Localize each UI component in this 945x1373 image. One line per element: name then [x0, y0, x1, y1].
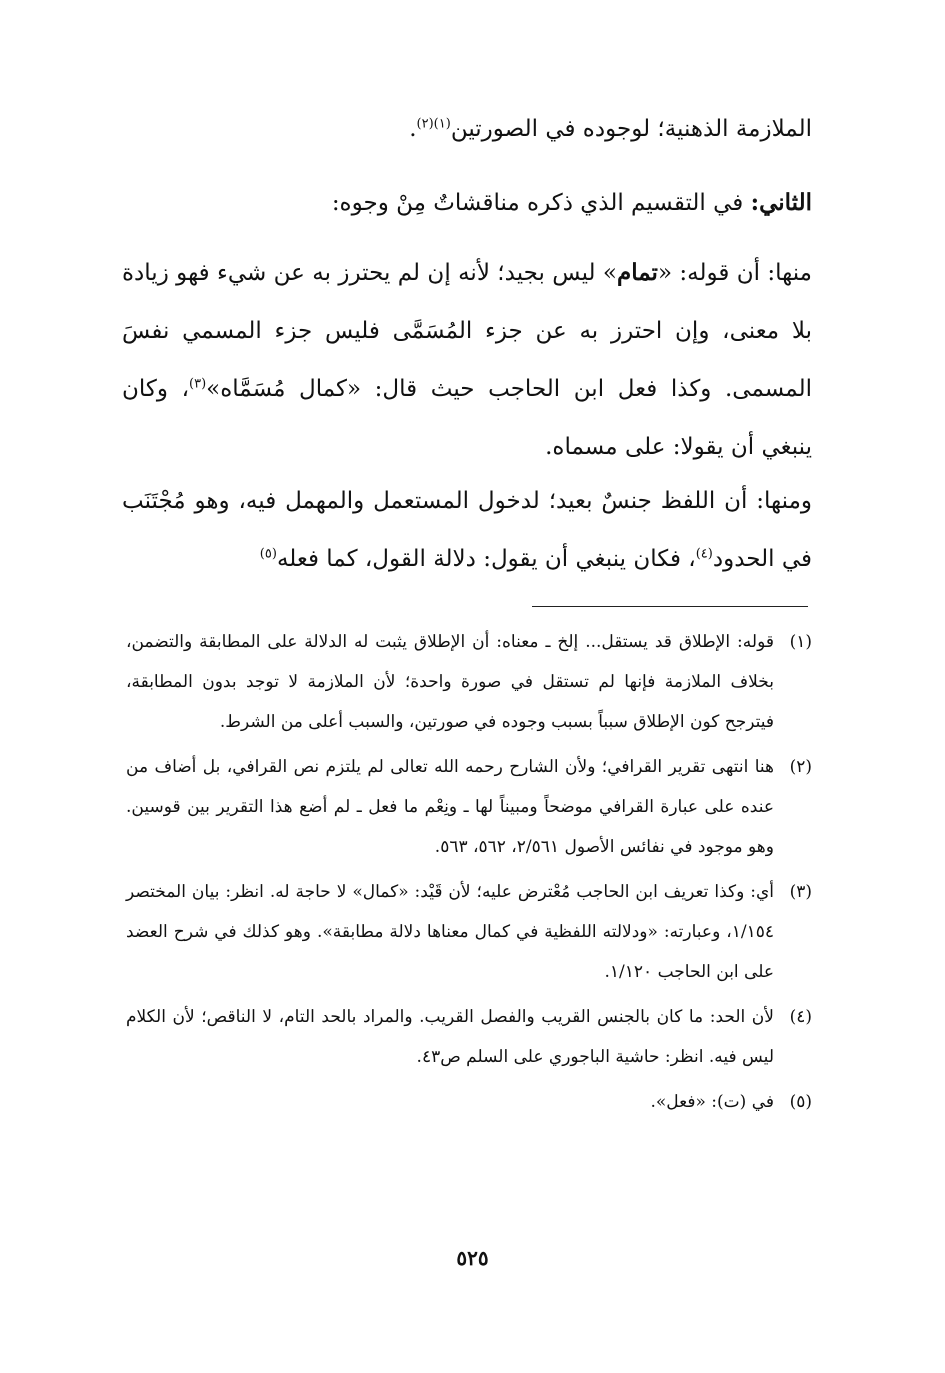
key-term: تمام: [616, 259, 658, 286]
footnote-2: [126, 747, 812, 867]
main-text-block-1: [122, 100, 812, 158]
paragraph-objection-2: [122, 472, 812, 588]
footnote-number: (٣): [789, 882, 812, 902]
paragraph-text: منها: أن قوله: «: [657, 260, 812, 286]
main-text-block-3: [122, 244, 812, 476]
footnote-ref: (١)(٢): [416, 116, 451, 132]
paragraph-end: .: [409, 116, 417, 142]
footnote-separator: [532, 606, 808, 607]
paragraph-text: » ليس بجيد؛ لأنه إن لم يحترز به عن شيء فهو زيادة بلا معنى، وإن احترز به عن جزء المُسَمَّى فليس جزء المسمي نفسَ المسمى. وكذا فعل ابن الحاجب حيث قال: «كمال مُسَمَّاه»: [122, 260, 812, 402]
footnote-text: أي: وكذا تعريف ابن الحاجب مُعْترض عليه؛ لأن قَيْد: «كمال» لا حاجة له. انظر: بيان المختصر ١/١٥٤، وعبارته: «ودلالته اللفظية في كمال معناها دلالة مطابقة». وهو كذلك في شرح العضد على ابن الحاجب ١/١٢٠.: [126, 882, 774, 982]
page-number: ٥٢٥: [456, 1246, 489, 1270]
paragraph-text: ، فكان ينبغي أن يقول: دلالة القول، كما فعله: [276, 546, 696, 572]
footnote-number: (٥): [789, 1092, 812, 1112]
paragraph-second-point: [122, 174, 812, 232]
footnote-text: هنا انتهى تقرير القرافي؛ ولأن الشارح رحمه الله تعالى لم يلتزم نص القرافي، بل أضاف من عنده على عبارة القرافي موضحاً ومبيناً لها ـ ونِعْم ما فعل ـ لم أضع هذا التقرير بين قوسين. وهو موجود في نفائس الأصول ٢/٥٦١، ٥٦٢، ٥٦٣.: [126, 757, 774, 857]
footnote-1: [126, 622, 812, 742]
paragraph-objection-1: [122, 244, 812, 476]
footnote-number: (١): [789, 632, 812, 652]
paragraph-text: الملازمة الذهنية؛ لوجوده في الصورتين: [450, 116, 812, 142]
footnote-ref: (٣): [189, 376, 207, 392]
footnote-5: [126, 1082, 812, 1122]
paragraph-text: ومنها: أن اللفظ جنسٌ بعيد؛ لدخول المستعمل والمهمل فيه، وهو مُجْتَنَب في الحدود: [122, 488, 812, 572]
footnote-ref: (٤): [695, 546, 713, 562]
main-text-block-2: [122, 174, 812, 232]
footnote-number: (٤): [789, 1007, 812, 1027]
paragraph-lead: الثاني:: [750, 189, 812, 216]
footnote-ref: (٥): [259, 546, 277, 562]
footnotes: [126, 622, 812, 1127]
footnote-3: [126, 872, 812, 992]
main-text-block-4: [122, 472, 812, 588]
footnote-text: في (ت): «فعل».: [650, 1092, 774, 1112]
footnote-text: قوله: الإطلاق قد يستقل... إلخ ـ معناه: أن الإطلاق يثبت له الدلالة على المطابقة والتضمن، بخلاف الملازمة فإنها لم تستقل في صورة واحدة؛ لأن الملازمة لا توجد بدون المطابقة، فيترجح كون الإطلاق سبباً بسبب وجوده في صورتين، والسبب أعلى من الشرط.: [126, 632, 774, 732]
paragraph-text: في التقسيم الذي ذكره مناقشاتٌ مِنْ وجوه:: [331, 190, 751, 216]
paragraph-text: ، وكان ينبغي أن يقولا: على مسماه.: [122, 376, 812, 460]
paragraph-continuation: [122, 100, 812, 158]
footnote-4: [126, 997, 812, 1077]
footnote-number: (٢): [789, 757, 812, 777]
footnote-text: لأن الحد: ما كان بالجنس القريب والفصل القريب. والمراد بالحد التام، لا الناقص؛ لأن الكلام ليس فيه. انظر: حاشية الباجوري على السلم ص٤٣.: [126, 1007, 774, 1067]
